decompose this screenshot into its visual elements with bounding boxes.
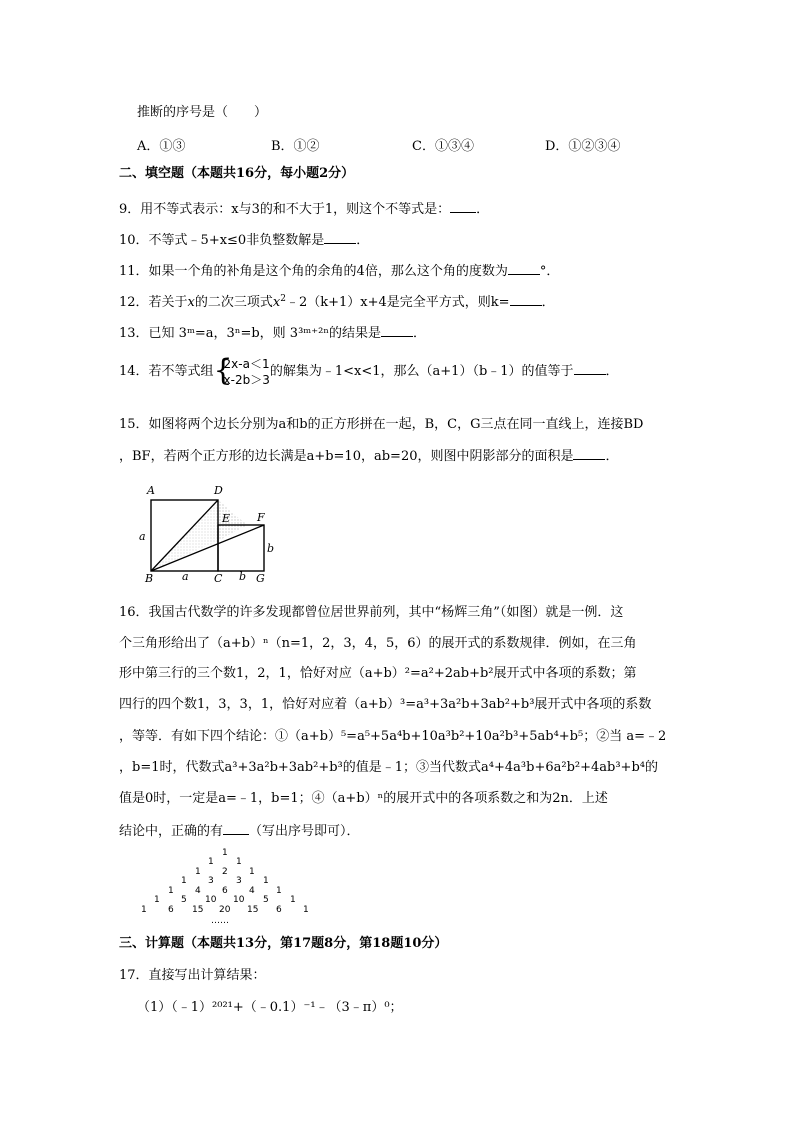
triangle-ellipsis: …… bbox=[211, 916, 229, 926]
triangle-number: 3 bbox=[236, 876, 242, 886]
label-a-bottom: a bbox=[182, 570, 189, 583]
answer-blank bbox=[381, 324, 413, 337]
question-16-line-3: 形中第三行的三个数1，2，1，恰好对应（a+b）²=a²+2ab+b²展开式中各项的系数；第 bbox=[119, 666, 637, 681]
option-a: A．①③ bbox=[137, 139, 186, 154]
triangle-number: 20 bbox=[219, 905, 231, 915]
brace-symbol: { bbox=[213, 352, 233, 388]
triangle-number: 5 bbox=[181, 895, 187, 905]
triangle-number: 1 bbox=[290, 895, 296, 905]
triangle-number: 1 bbox=[222, 848, 228, 858]
label-f-point: F bbox=[257, 511, 265, 524]
triangle-number: 1 bbox=[141, 905, 147, 915]
answer-blank bbox=[573, 447, 605, 460]
squares-figure bbox=[135, 480, 285, 586]
section-header-calculation: 三、计算题（本题共13分，第17题8分，第18题10分） bbox=[119, 936, 448, 951]
question-13-text: 13．已知 3ᵐ=a，3ⁿ=b，则 3³ᵐ⁺²ⁿ的结果是 bbox=[119, 326, 381, 341]
answer-blank bbox=[508, 262, 540, 275]
triangle-number: 1 bbox=[303, 905, 309, 915]
question-14-text-b: 的解集为﹣1<x<1，那么（a+1）（b﹣1）的值等于 bbox=[269, 364, 574, 379]
answer-blank bbox=[324, 231, 356, 244]
question-9-text: 9．用不等式表示：x与3的和不大于1，则这个不等式是： bbox=[119, 202, 451, 217]
question-10: 10．不等式﹣5+x≤0非负整数解是 ． bbox=[119, 233, 370, 248]
label-c-point: C bbox=[214, 572, 223, 585]
triangle-number: 6 bbox=[168, 905, 174, 915]
question-17: 17．直接写出计算结果： bbox=[119, 968, 266, 983]
triangle-number: 10 bbox=[233, 895, 245, 905]
section-header-fill-blank: 二、填空题（本题共16分，每小题2分） bbox=[119, 166, 355, 181]
triangle-number: 1 bbox=[263, 876, 269, 886]
answer-blank bbox=[510, 293, 542, 306]
question-9: 9．用不等式表示：x与3的和不大于1，则这个不等式是： ． bbox=[119, 202, 490, 217]
question-prompt: 推断的序号是（ ） bbox=[137, 105, 268, 120]
label-e-point: E bbox=[222, 512, 231, 525]
triangle-number: 1 bbox=[168, 886, 174, 896]
question-16-tail: （写出序号即可）． bbox=[249, 824, 360, 839]
question-12-text-c: ﹣2（k+1）x+4是完全平方式，则 bbox=[285, 295, 491, 310]
question-12: 12．若关于x的二次三项式$x^2﹣2(k+1)x+4$是完全平方式，则k= ． bbox=[119, 294, 555, 310]
triangle-number: 1 bbox=[236, 857, 242, 867]
option-c: C．①③④ bbox=[412, 139, 474, 154]
triangle-number: 3 bbox=[208, 876, 214, 886]
question-16-line-2: 个三角形给出了（a+b）ⁿ（n=1，2，3，4，5，6）的展开式的系数规律．例如，在三角 bbox=[119, 636, 637, 651]
triangle-number: 6 bbox=[222, 886, 228, 896]
question-11-text: 11．如果一个角的补角是这个角的余角的4倍，那么这个角的度数为 bbox=[119, 264, 508, 279]
question-12-text-b: 的二次三项式 bbox=[194, 295, 273, 310]
triangle-number: 1 bbox=[208, 857, 214, 867]
label-a-side: a bbox=[139, 530, 146, 543]
question-16-text: 结论中，正确的有 bbox=[119, 824, 224, 839]
triangle-number: 10 bbox=[205, 895, 217, 905]
triangle-number: 1 bbox=[249, 867, 255, 877]
triangle-number: 15 bbox=[192, 905, 204, 915]
question-16-line-4: 四行的四个数1，3，3，1，恰好对应着（a+b）³=a³+3a²b+3ab²+b³展开式中各项的系数 bbox=[119, 697, 652, 712]
label-g-point: G bbox=[256, 572, 265, 585]
answer-blank bbox=[574, 362, 606, 375]
label-a-point: A bbox=[147, 484, 155, 497]
question-12-text-a: 12．若关于 bbox=[119, 295, 188, 310]
question-10-text: 10．不等式﹣5+x≤0非负整数解是 bbox=[119, 233, 325, 248]
triangle-number: 4 bbox=[195, 886, 201, 896]
triangle-number: 1 bbox=[154, 895, 160, 905]
question-13: 13．已知 3ᵐ=a，3ⁿ=b，则 3³ᵐ⁺²ⁿ的结果是 ． bbox=[119, 326, 426, 341]
question-15-line-2: ，BF，若两个正方形的边长满是a+b=10，ab=20，则图中阴影部分的面积是 ． bbox=[119, 449, 619, 464]
answer-blank bbox=[223, 822, 249, 835]
question-14-text-a: 14．若不等式组 bbox=[119, 364, 214, 379]
triangle-number: 6 bbox=[276, 905, 282, 915]
question-17-part-1: （1）（﹣1）²⁰²¹+（﹣0.1）⁻¹﹣（3﹣π）⁰； bbox=[137, 1000, 403, 1015]
question-15-text: ，BF，若两个正方形的边长满是a+b=10，ab=20，则图中阴影部分的面积是 bbox=[119, 449, 574, 464]
label-b-point: B bbox=[145, 572, 154, 585]
triangle-number: 15 bbox=[247, 905, 259, 915]
label-d-point: D bbox=[214, 484, 223, 497]
triangle-number: 1 bbox=[276, 886, 282, 896]
question-16-line-7: 值是0时，一定是a=﹣1，b=1；④（a+b）ⁿ的展开式中的各项系数之和为2n．上述 bbox=[119, 791, 608, 806]
answer-blank bbox=[450, 200, 476, 213]
degree-unit: °． bbox=[539, 264, 560, 279]
triangle-number: 1 bbox=[181, 876, 187, 886]
question-16-line-1: 16．我国古代数学的许多发现都曾位居世界前列，其中“杨辉三角”（如图）就是一例．这 bbox=[119, 605, 624, 620]
question-12-text-d: k= bbox=[490, 295, 510, 310]
option-b: B．①② bbox=[271, 139, 320, 154]
question-16-line-6: ，b=1时，代数式a³+3a²b+3ab²+b³的值是﹣1；③当代数式a⁴+4a³b+6a²b²+4ab³+b⁴的 bbox=[119, 760, 658, 775]
question-14: 14．若不等式组{2x-a＜1 x-2b＞3的解集为﹣1<x<1，那么（a+1）（b﹣1）的值等于 ． bbox=[119, 352, 619, 388]
label-b-bottom: b bbox=[239, 570, 247, 583]
question-11 bbox=[119, 262, 559, 280]
option-d: D．①②③④ bbox=[545, 139, 621, 154]
label-b-side: b bbox=[267, 542, 275, 555]
triangle-number: 4 bbox=[249, 886, 255, 896]
triangle-number: 5 bbox=[263, 895, 269, 905]
triangle-number: 2 bbox=[222, 867, 228, 877]
question-16-line-5: ，等等．有如下四个结论：①（a+b）⁵=a⁵+5a⁴b+10a³b²+10a²b³+5ab⁴+b⁵；②当 a=﹣2 bbox=[119, 729, 667, 744]
inequality-1: 2x-a＜1 bbox=[223, 356, 270, 371]
inequality-2: x-2b＞3 bbox=[223, 372, 270, 387]
yanghui-triangle bbox=[135, 848, 325, 928]
triangle-number: 1 bbox=[195, 867, 201, 877]
question-16-line-8 bbox=[119, 822, 360, 840]
question-15-line-1: 15．如图将两个边长分别为a和b的正方形拼在一起，B，C，G三点在同一直线上，连接BD bbox=[119, 417, 644, 432]
